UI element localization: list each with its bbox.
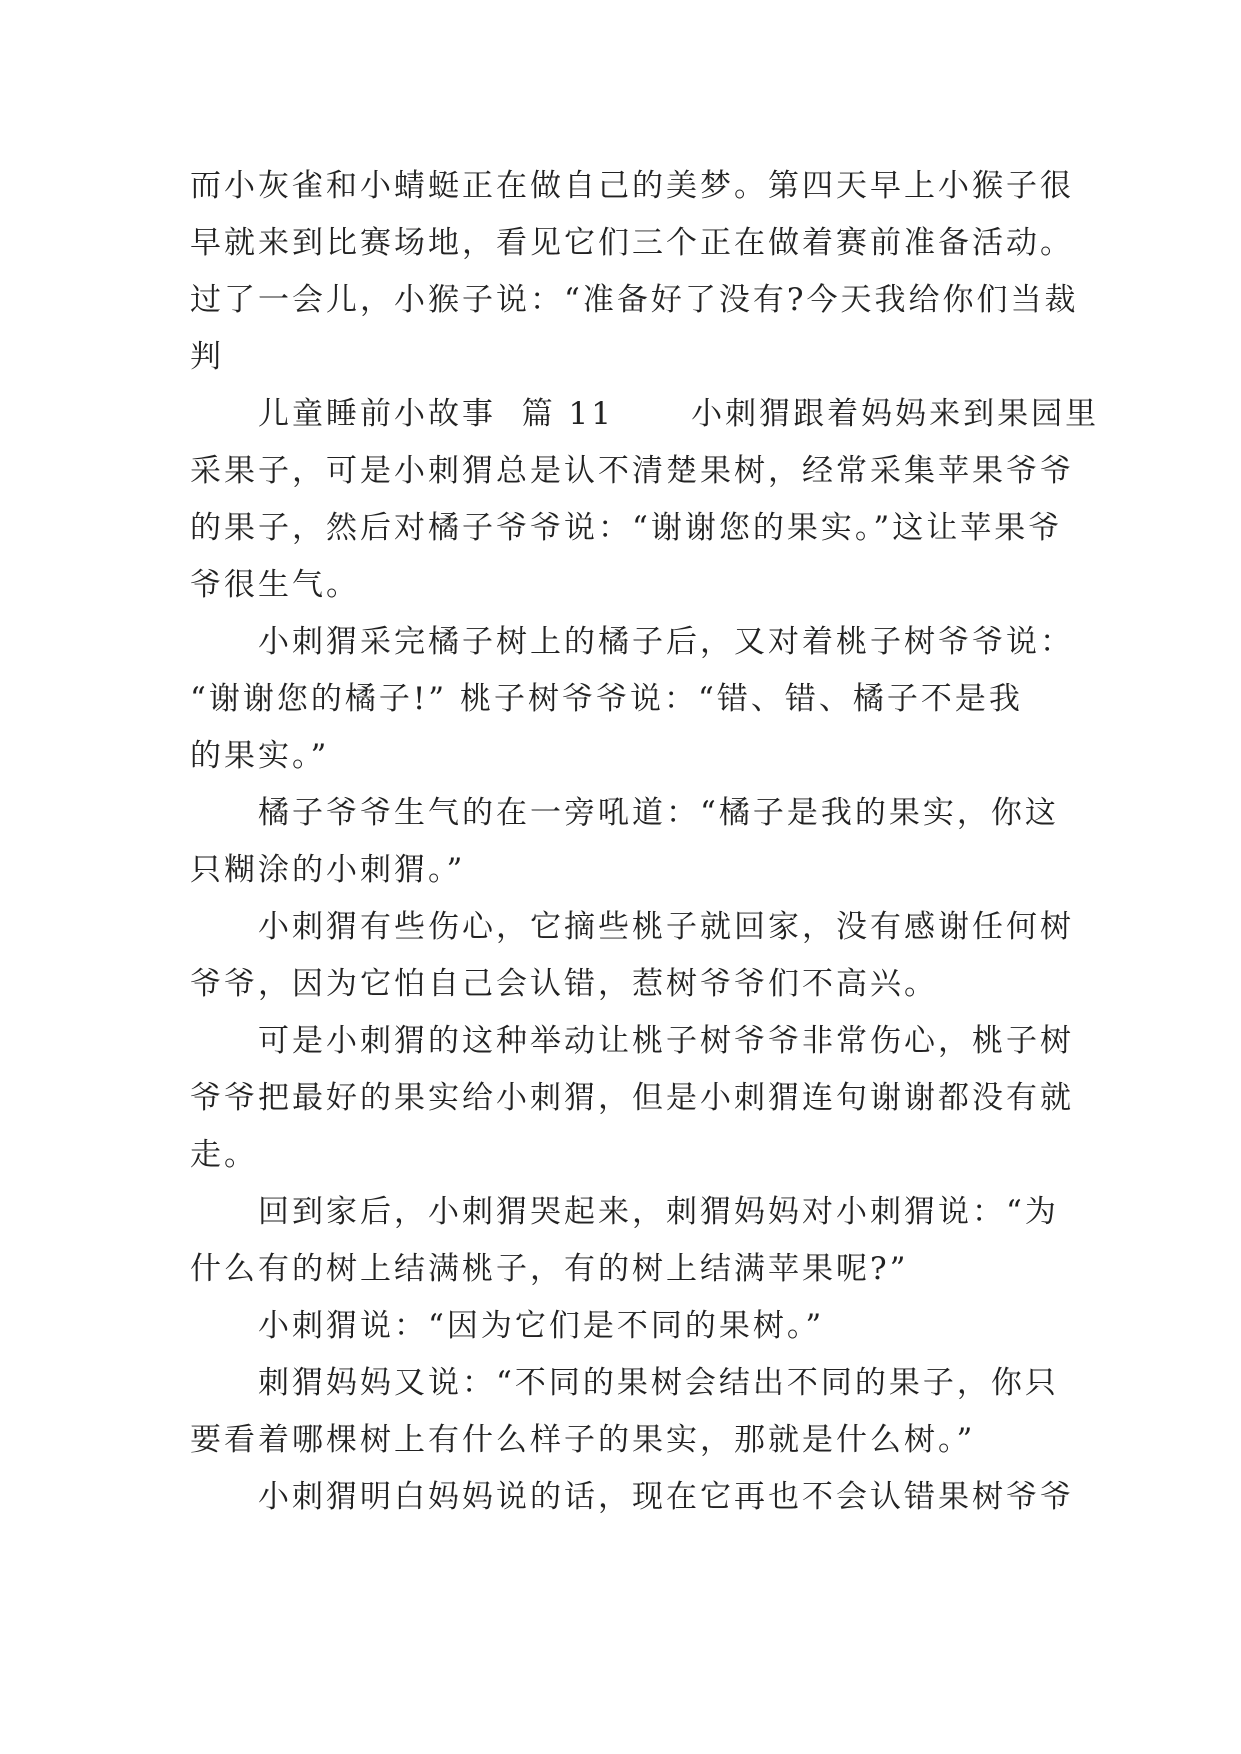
text-line: 采果子，可是小刺猬总是认不清楚果树，经常采集苹果爷爷 [190, 453, 1074, 489]
text-line: 可是小刺猬的这种举动让桃子树爷爷非常伤心，桃子树 [258, 1023, 1074, 1059]
text-line: 爷爷把最好的果实给小刺猬，但是小刺猬连句谢谢都没有就 [190, 1080, 1074, 1116]
text-line: 爷爷，因为它怕自己会认错，惹树爷爷们不高兴。 [190, 966, 938, 1002]
text-line: 而小灰雀和小蜻蜓正在做自己的美梦。第四天早上小猴子很 [190, 168, 1074, 204]
text-line: 什么有的树上结满桃子，有的树上结满苹果呢?” [190, 1251, 909, 1287]
text-line: 爷很生气。 [190, 567, 360, 603]
text-line: 小刺猬采完橘子树上的橘子后，又对着桃子树爷爷说： [258, 624, 1074, 660]
text-line: 儿童睡前小故事 篇 11 小刺猬跟着妈妈来到果园里 [258, 396, 1100, 432]
text-line: 小刺猬说：“因为它们是不同的果树。” [258, 1308, 825, 1344]
text-line: 小刺猬有些伤心，它摘些桃子就回家，没有感谢任何树 [258, 909, 1074, 945]
text-line: 要看着哪棵树上有什么样子的果实，那就是什么树。” [190, 1422, 976, 1458]
text-line: 小刺猬明白妈妈说的话，现在它再也不会认错果树爷爷 [258, 1479, 1074, 1515]
text-line: 判 [190, 339, 224, 375]
text-line: 走。 [190, 1137, 258, 1173]
text-line: “谢谢您的橘子!” 桃子树爷爷说：“错、错、橘子不是我 [190, 681, 1023, 717]
text-line: 刺猬妈妈又说：“不同的果树会结出不同的果子，你只 [258, 1365, 1059, 1401]
text-line: 只糊涂的小刺猬。” [190, 852, 466, 888]
text-line: 的果子，然后对橘子爷爷说：“谢谢您的果实。”这让苹果爷 [190, 510, 1063, 546]
story-text [190, 158, 1100, 1526]
text-line: 回到家后，小刺猬哭起来，刺猬妈妈对小刺猬说：“为 [258, 1194, 1059, 1230]
text-line: 早就来到比赛场地，看见它们三个正在做着赛前准备活动。 [190, 225, 1074, 261]
text-line: 橘子爷爷生气的在一旁吼道：“橘子是我的果实，你这 [258, 795, 1059, 831]
text-line: 过了一会儿，小猴子说：“准备好了没有?今天我给你们当裁 [190, 282, 1079, 318]
text-line: 的果实。” [190, 738, 330, 774]
